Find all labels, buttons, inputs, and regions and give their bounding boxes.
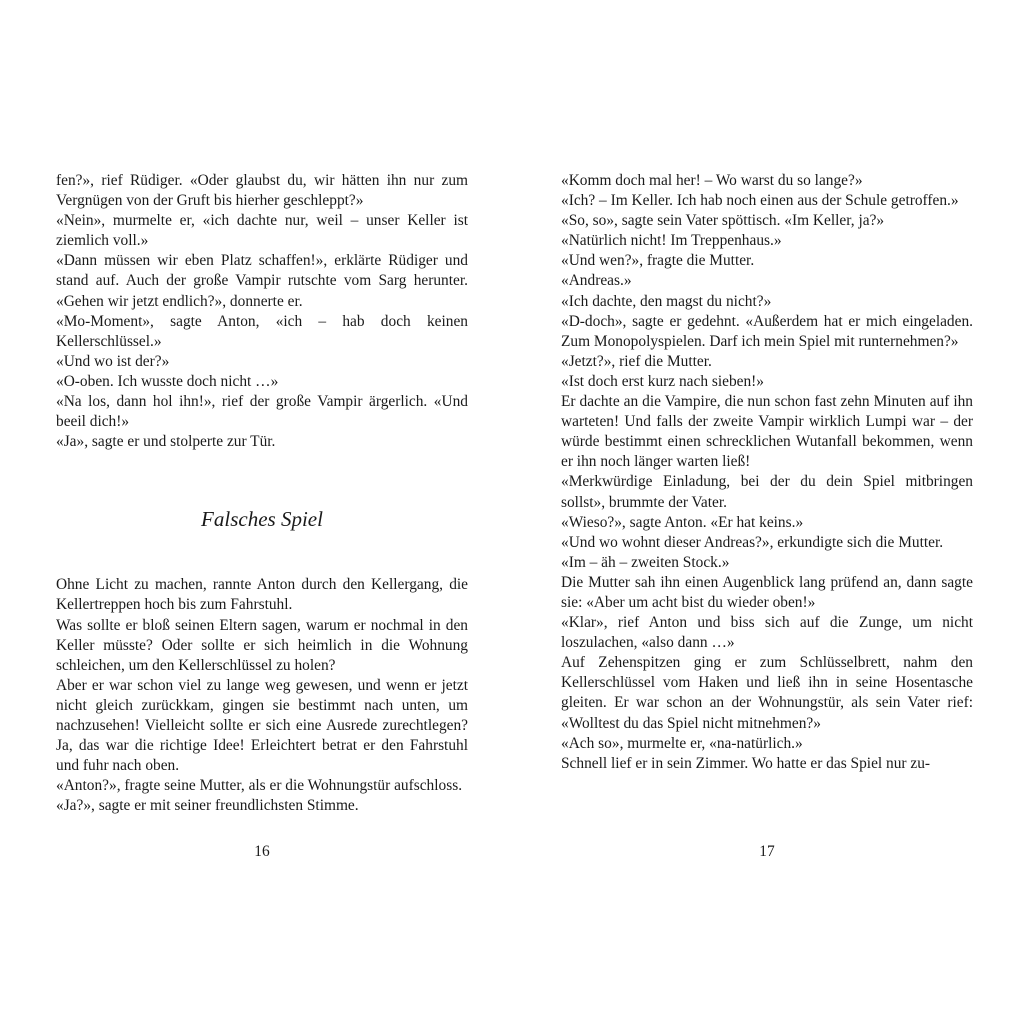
page-number-left: 16 [254,843,270,860]
paragraph: «Ich dachte, den magst du nicht?» [561,292,772,310]
page-number-right: 17 [759,843,775,860]
paragraph: «Anton?», fragte seine Mutter, als er die Wohnungstür aufschloss. [56,777,463,795]
right-page [561,171,973,774]
paragraph: «Nein», murmelte er, «ich dachte nur, weil – unser Keller ist ziemlich voll.» [56,212,468,250]
paragraph: «Klar», rief Anton und biss sich auf die Zunge, um nicht loszulachen, «also dann …» [561,614,973,652]
paragraph: «Jetzt?», rief die Mutter. [561,352,712,370]
paragraph: «Ja», sagte er und stolperte zur Tür. [56,433,276,451]
chapter-title: Falsches Spiel [201,507,323,532]
paragraph: Schnell lief er in sein Zimmer. Wo hatte er das Spiel nur zu- [561,754,931,772]
paragraph: Ohne Licht zu machen, rannte Anton durch den Kellergang, die Kellertreppen hoch bis zum Fahrstuhl. [56,576,468,614]
paragraph: «Natürlich nicht! Im Treppenhaus.» [561,232,782,250]
paragraph: «Komm doch mal her! – Wo warst du so lange?» [561,172,863,189]
paragraph: «Mo-Moment», sagte Anton, «ich – hab doch keinen Kellerschlüssel.» [56,312,468,350]
paragraph: «O-oben. Ich wusste doch nicht …» [56,372,279,390]
paragraph: «So, so», sagte sein Vater spöttisch. «Im Keller, ja?» [561,212,885,230]
paragraph: Was sollte er bloß seinen Eltern sagen, warum er nochmal in den Keller müsste? Oder sollte er sich heimlich in die Wohnung schleichen, um den Kellerschlüssel zu holen? [56,616,468,674]
paragraph: «Merkwürdige Einladung, bei der du dein Spiel mitbringen sollst», brummte der Vater. [561,473,973,511]
paragraph: «Dann müssen wir eben Platz schaffen!», erklärte Rüdiger und stand auf. Auch der große Vampir rutschte vom Sarg herunter. «Gehen wir jetzt endlich?», donnerte er. [56,252,468,310]
paragraph: «D-doch», sagte er gedehnt. «Außerdem hat er mich eingeladen. Zum Monopolyspielen. Darf ich mein Spiel mit runternehmen?» [561,312,973,350]
paragraph: Aber er war schon viel zu lange weg gewesen, und wenn er jetzt nicht gleich zurückkam, gingen sie bestimmt nach unten, um nachzusehen! Vielleicht sollte er sich eine Ausrede zurechtlegen? Ja, das war die richtige Idee! Erleichtert betrat er den Fahrstuhl und fuhr nach oben. [56,676,468,775]
paragraph: Er dachte an die Vampire, die nun schon fast zehn Minuten auf ihn warteten! Und falls der zweite Vampir wirklich Lumpi war – der würde bestimmt einen schrecklichen Wutanfall bekommen, wenn er ihn noch länger warten ließ! [561,393,973,471]
paragraph: «Im – äh – zweiten Stock.» [561,553,730,571]
paragraph: «Ach so», murmelte er, «na-natürlich.» [561,734,803,752]
paragraph: «Na los, dann hol ihn!», rief der große Vampir ärgerlich. «Und beeil dich!» [56,393,468,431]
paragraph: fen?», rief Rüdiger. «Oder glaubst du, wir hätten ihn nur zum Vergnügen von der Gruft bis hierher geschleppt?» [56,172,468,210]
paragraph: «Ja?», sagte er mit seiner freundlichsten Stimme. [56,797,359,815]
paragraph: «Und wo ist der?» [56,352,170,370]
left-page [56,171,468,816]
paragraph: «Ist doch erst kurz nach sieben!» [561,372,765,390]
paragraph: Die Mutter sah ihn einen Augenblick lang prüfend an, dann sagte sie: «Aber um acht bist du wieder oben!» [561,573,973,611]
paragraph: «Und wen?», fragte die Mutter. [561,252,755,270]
paragraph: «Und wo wohnt dieser Andreas?», erkundigte sich die Mutter. [561,533,944,551]
paragraph: «Ich? – Im Keller. Ich hab noch einen aus der Schule getroffen.» [561,192,959,210]
paragraph: «Andreas.» [561,272,632,290]
paragraph: «Wieso?», sagte Anton. «Er hat keins.» [561,513,804,531]
paragraph: Auf Zehenspitzen ging er zum Schlüsselbrett, nahm den Kellerschlüssel vom Haken und ließ ihn in seine Hosentasche gleiten. Er war schon an der Wohnungstür, als sein Vater rief: «Wolltest du das Spiel nicht mitnehmen?» [561,654,973,732]
